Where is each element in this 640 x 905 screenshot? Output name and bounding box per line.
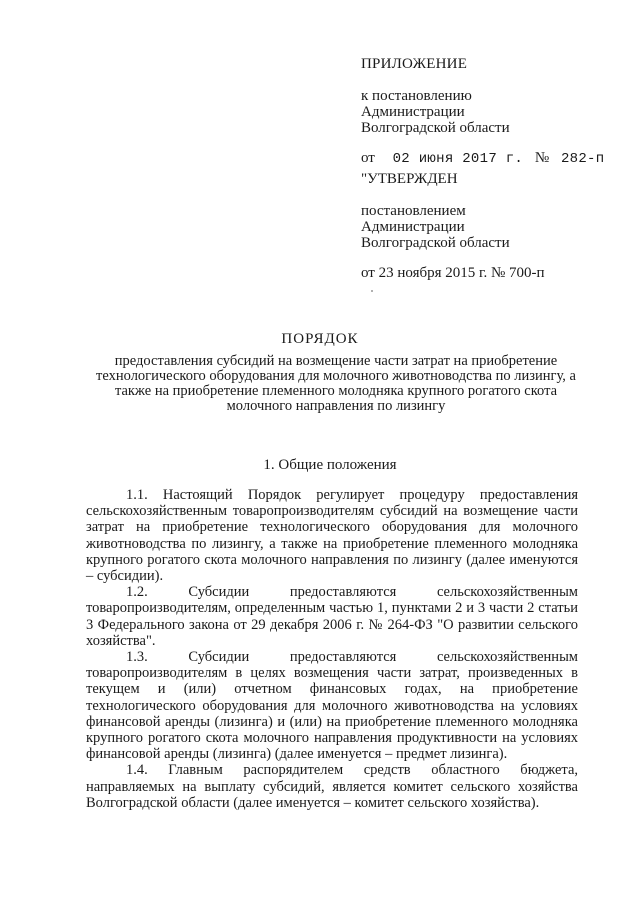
appendix-number-value: 282-п [560,151,605,167]
document-subtitle: предоставления субсидий на возмещение части затрат на приобретение технологического оборудования для молочного животноводства по лизингу, а также на приобретение племенного молодняка крупного рогатого скота молочного направления по лизингу [96,353,576,414]
document-title: ПОРЯДОК [281,331,359,347]
scan-speck [371,290,373,292]
section-body [86,487,578,811]
approved-date-line: от 23 ноября 2015 г. № 700-п [361,265,545,281]
appendix-line-1: к постановлению [361,88,472,104]
approved-title: "УТВЕРЖДЕН [361,171,458,187]
appendix-line-2: Администрации [361,104,465,120]
approved-line-1: постановлением [361,203,466,219]
appendix-line-3: Волгоградской области [361,120,510,136]
section-title: 1. Общие положения [263,457,397,473]
appendix-date-line [361,150,621,167]
appendix-date-prefix: от [361,150,375,166]
approved-line-3: Волгоградской области [361,235,510,251]
appendix-title: ПРИЛОЖЕНИЕ [361,56,468,72]
appendix-block [361,56,621,167]
paragraph-1-4: 1.4. Главным распорядителем средств областного бюджета, направляемых на выплату субсидий, является комитет сельского хозяйства Волгоградской области (далее именуется – комитет сельского хозяйства). [86,762,578,811]
approved-line-2: Администрации [361,219,465,235]
approved-block [361,171,621,281]
appendix-number-sign: № [534,150,550,166]
paragraph-1-3: 1.3. Субсидии предоставляются сельскохозяйственным товаропроизводителям в целях возмещения части затрат, произведенных в текущем и (или) отчетном финансовых годах, на приобретение технологического оборудования для молочного животноводства на условиях финансовой аренды (лизинга) и (или) на приобретение племенного молодняка крупного рогатого скота молочного направления продуктивности на условиях финансовой аренды (лизинга) (далее именуется – предмет лизинга). [86,649,578,763]
paragraph-1-2: 1.2. Субсидии предоставляются сельскохозяйственным товаропроизводителям, определенным частью 1, пунктами 2 и 3 части 2 статьи 3 Федерального закона от 29 декабря 2006 г. № 264-ФЗ "О развитии сельского хозяйства". [86,584,578,649]
paragraph-1-1: 1.1. Настоящий Порядок регулирует процедуру предоставления сельскохозяйственным товаропроизводителям субсидий на возмещение части затрат на приобретение технологического оборудования для молочного животноводства по лизингу, а также на приобретение племенного молодняка крупного рогатого скота молочного направления по лизингу (далее именуются – субсидии). [86,487,578,585]
appendix-date-value: 02 июня 2017 г. [392,151,524,167]
